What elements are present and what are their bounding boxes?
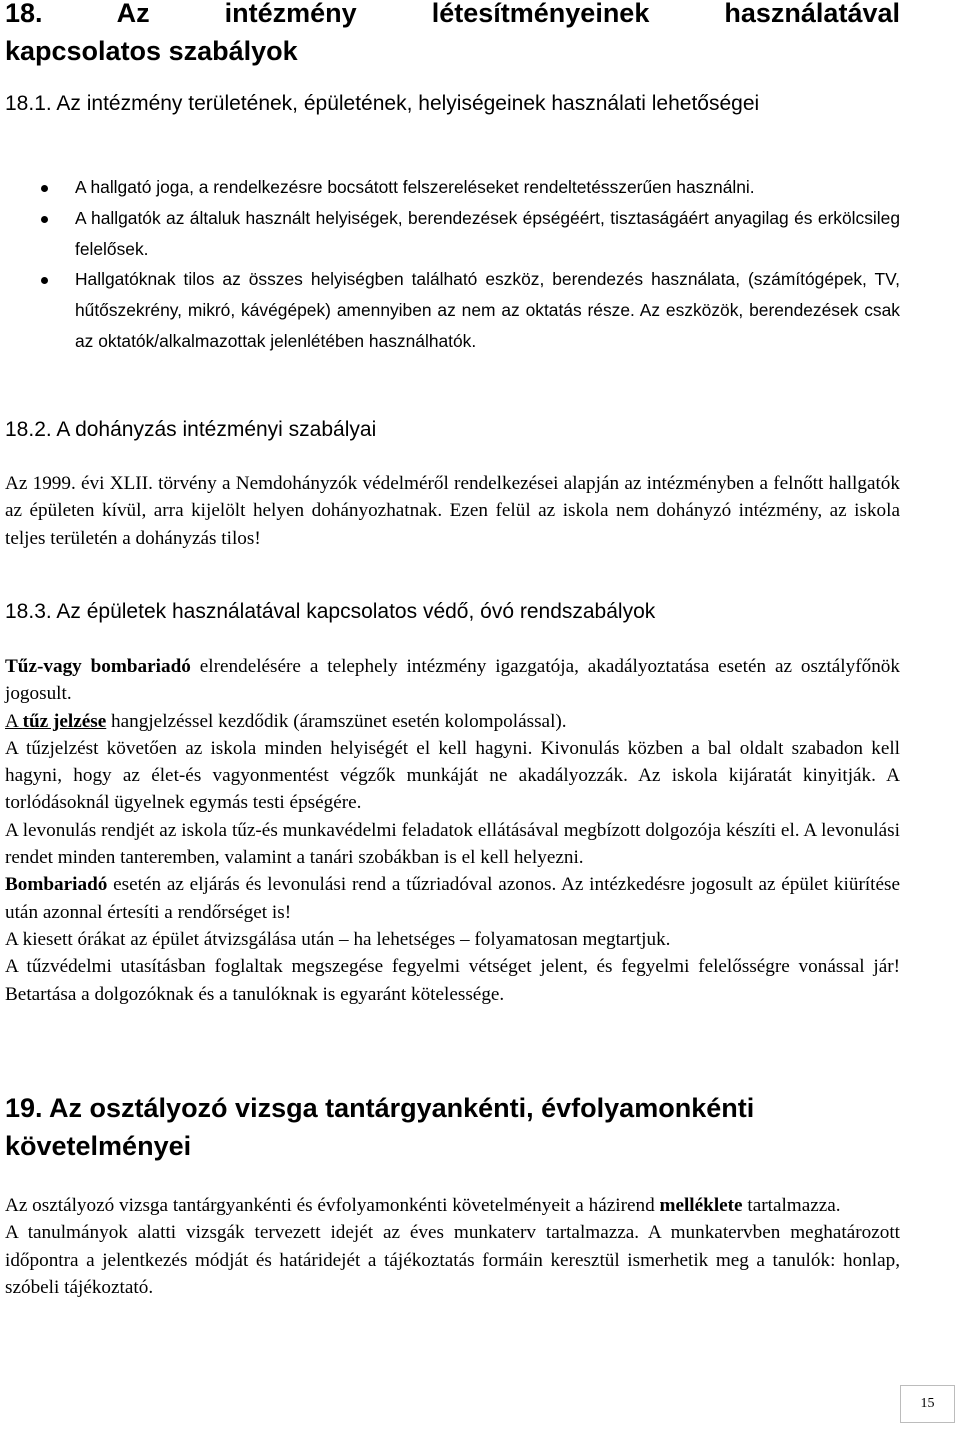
- subsection-18-1-list: [5, 172, 900, 357]
- section-19-paragraph-1: Az osztályozó vizsga tantárgyankénti és évfolyamonkénti követelményeit a házirend melléklete tartalmazza.: [5, 1195, 841, 1216]
- bullet-icon: [41, 185, 48, 192]
- section-18-title-line2: [5, 32, 298, 70]
- subsection-18-2-title: 18.2. A dohányzás intézményi szabályai: [5, 418, 377, 441]
- section-18-title-line1: 18. Az intézmény létesítményeinek használatával: [5, 0, 900, 28]
- bomb-alert-paragraph: Bombariadó esetén az eljárás és levonulási rend a tűzriadóval azonos. Az intézkedésre jogosult az épület kiürítése után azonnal értesíti a rendőrséget is!: [5, 874, 900, 923]
- bullet-icon: [41, 277, 48, 284]
- list-item: Hallgatóknak tilos az összes helyiségben található eszköz, berendezés használata, (számítógépek, TV, hűtőszekrény, mikró, kávégépek) amennyiben az nem az oktatás része. Az eszközök, berendezések csak az oktatók/alkalmazottak jelenlétében használhatók.: [5, 264, 900, 356]
- fire-signal-paragraph: A tűz jelzése hangjelzéssel kezdődik (áramszünet esetén kolompolással).: [5, 710, 567, 732]
- section-18-title-line2-text: kapcsolatos szabályok: [5, 36, 298, 66]
- fire-alarm-paragraph: Tűz-vagy bombariadó elrendelésére a telephely intézmény igazgatója, akadályoztatása esetén az osztályfőnök jogosult.: [5, 656, 900, 705]
- section-19-body: [5, 1192, 900, 1301]
- section-19-title: 19. Az osztályozó vizsga tantárgyankénti, évfolyamonkénti követelményei: [5, 1093, 755, 1161]
- subsection-18-3-body: [5, 653, 900, 1008]
- bullet-icon: [41, 216, 48, 223]
- list-item: A hallgató joga, a rendelkezésre bocsátott felszereléseket rendeltetésszerűen használni.: [5, 172, 900, 203]
- missed-lessons-paragraph: A kiesett órákat az épület átvizsgálása után – ha lehetséges – folyamatosan megtartjuk.: [5, 928, 671, 950]
- fire-rules-paragraph: A tűzvédelmi utasításban foglaltak megszegése fegyelmi vétséget jelent, és fegyelmi felelősségre vonással jár! Betartása a dolgozóknak és a tanulóknak is egyaránt kötelessége.: [5, 956, 900, 1005]
- page-number: 15: [900, 1385, 955, 1423]
- subsection-18-1-title: 18.1. Az intézmény területének, épületének, helyiségeinek használati lehetőségei: [5, 92, 760, 115]
- section-19-paragraph-2: A tanulmányok alatti vizsgák tervezett idejét az éves munkaterv tartalmazza. A munkatervben meghatározott időpontra a jelentkezés módját és határidejét a tájékoztatás formáin keresztül ismerhetik meg a tanulók: honlap, szóbeli tájékoztató.: [5, 1222, 900, 1298]
- evacuation-paragraph: A tűzjelzést követően az iskola minden helyiségét el kell hagyni. Kivonulás közben a bal oldalt szabadon kell hagyni, hogy az élet-és vagyonmentést végzők munkáját ne akadályozzák. Az iskola kijáratát kinyitják. A torlódásoknál ügyelnek egymás testi épségére.: [5, 737, 900, 814]
- list-item: A hallgatók az általuk használt helyiségek, berendezések épségéért, tisztaságáért anyagilag és erkölcsileg felelősek.: [5, 203, 900, 265]
- section-18-title: [5, 0, 900, 32]
- subsection-18-3-title: 18.3. Az épületek használatával kapcsolatos védő, óvó rendszabályok: [5, 600, 656, 623]
- subsection-18-2-paragraph: Az 1999. évi XLII. törvény a Nemdohányzók védelméről rendelkezései alapján az intézményben a felnőtt hallgatók az épületen kívül, arra kijelölt helyen dohányozhatnak. Ezen felül az iskola nem dohányzó intézmény, az iskola teljes területén a dohányzás tilos!: [5, 473, 900, 549]
- evacuation-order-paragraph: A levonulás rendjét az iskola tűz-és munkavédelmi feladatok ellátásával megbízott dolgozója készíti el. A levonulási rendet minden tanteremben, valamint a tanári szobákban is el kell helyezni.: [5, 819, 900, 869]
